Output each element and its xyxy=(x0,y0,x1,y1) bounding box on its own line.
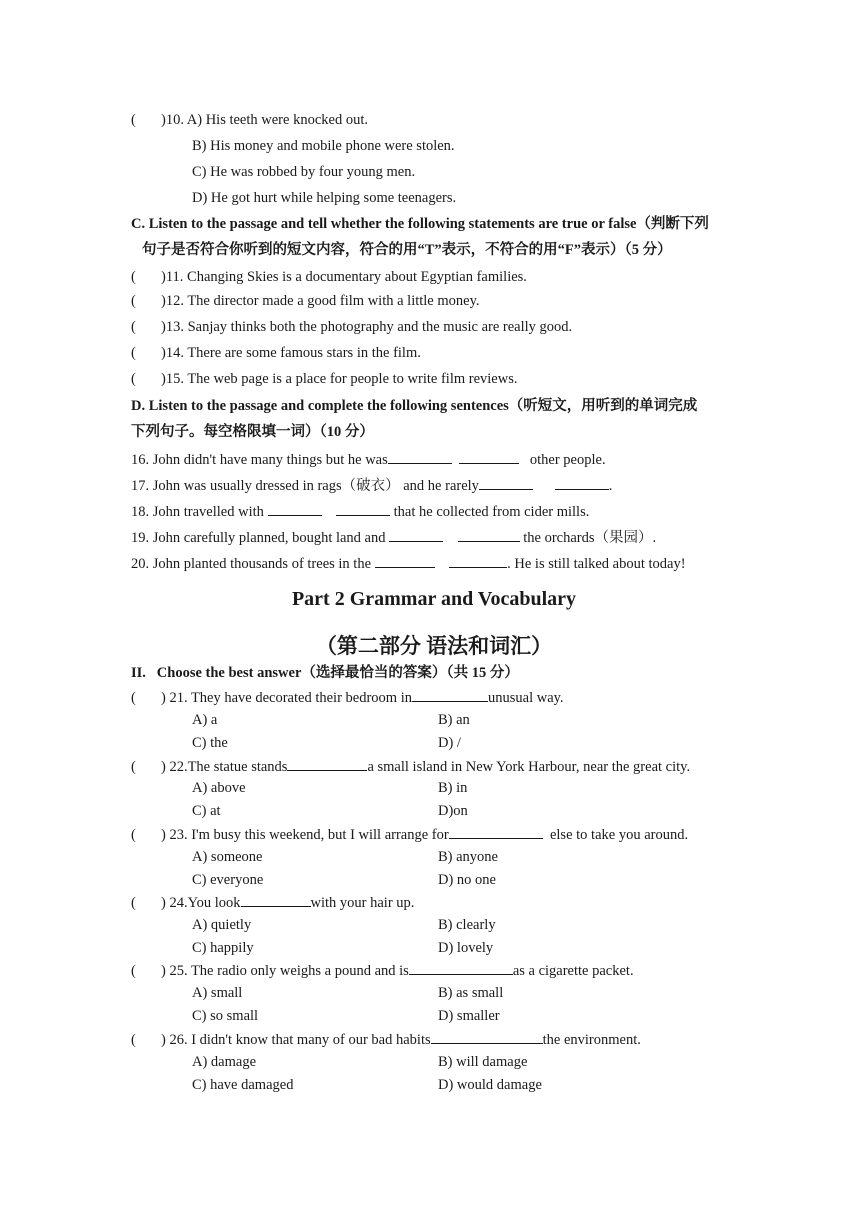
question-10: ( )10. A) His teeth were knocked out. xyxy=(131,112,368,128)
q25-option-c[interactable]: C) so small xyxy=(192,1008,259,1024)
fill-question-18: 18. John travelled with that he collected from cider mills. xyxy=(131,501,589,522)
mc-question-25: ( ) 25. The radio only weighs a pound and is as a cigarette packet. xyxy=(131,960,634,981)
answer-blank[interactable] xyxy=(458,527,520,542)
tf-question-14: ( )14. There are some famous stars in the film. xyxy=(131,345,421,361)
q26-option-d[interactable]: D) would damage xyxy=(438,1077,542,1093)
section-c-heading: C. Listen to the passage and tell whether the following statements are true or false（判断下列 xyxy=(131,216,709,232)
q22-option-c[interactable]: C) at xyxy=(192,803,221,819)
tf-question-11: ( )11. Changing Skies is a documentary about Egyptian families. xyxy=(131,269,527,285)
q21-option-b[interactable]: B) an xyxy=(438,712,470,728)
section-c-heading-cont: 句子是否符合你听到的短文内容，符合的用“T”表示，不符合的用“F”表示）（5 分） xyxy=(142,242,672,258)
q10-option-d: D) He got hurt while helping some teenagers. xyxy=(192,190,457,206)
q23-option-c[interactable]: C) everyone xyxy=(192,872,264,888)
answer-blank[interactable] xyxy=(412,687,488,702)
fill-question-19: 19. John carefully planned, bought land and the orchards（果园）. xyxy=(131,527,656,548)
answer-blank[interactable] xyxy=(459,449,519,464)
q23-option-b[interactable]: B) anyone xyxy=(438,849,498,865)
q26-option-a[interactable]: A) damage xyxy=(192,1054,257,1070)
tf-question-12: ( )12. The director made a good film with a little money. xyxy=(131,293,480,309)
answer-blank[interactable] xyxy=(389,527,443,542)
section-d-heading: D. Listen to the passage and complete the following sentences（听短文，用听到的单词完成 xyxy=(131,398,698,414)
q21-option-a[interactable]: A) a xyxy=(192,712,218,728)
q22-option-a[interactable]: A) above xyxy=(192,780,246,796)
q24-option-a[interactable]: A) quietly xyxy=(192,917,252,933)
answer-blank[interactable] xyxy=(336,501,390,516)
q24-option-d[interactable]: D) lovely xyxy=(438,940,494,956)
q25-option-a[interactable]: A) small xyxy=(192,985,243,1001)
q21-option-c[interactable]: C) the xyxy=(192,735,228,751)
answer-blank[interactable] xyxy=(375,553,435,568)
answer-blank[interactable] xyxy=(449,553,507,568)
answer-blank[interactable] xyxy=(449,824,543,839)
answer-blank[interactable] xyxy=(479,475,533,490)
answer-blank[interactable] xyxy=(241,892,311,907)
tf-question-15: ( )15. The web page is a place for people to write film reviews. xyxy=(131,371,518,387)
q25-option-d[interactable]: D) smaller xyxy=(438,1008,500,1024)
q23-option-a[interactable]: A) someone xyxy=(192,849,263,865)
answer-blank[interactable] xyxy=(388,449,452,464)
fill-question-17: 17. John was usually dressed in rags（破衣） and he rarely . xyxy=(131,475,612,496)
mc-question-24: ( ) 24.You look with your hair up. xyxy=(131,892,414,913)
q10-option-c: C) He was robbed by four young men. xyxy=(192,164,416,180)
section-ii-heading: II. Choose the best answer（选择最恰当的答案）（共 15 分） xyxy=(131,665,519,681)
mc-question-22: ( ) 22.The statue stands a small island in New York Harbour, near the great city. xyxy=(131,756,690,777)
q23-option-d[interactable]: D) no one xyxy=(438,872,496,888)
fill-question-16: 16. John didn't have many things but he was other people. xyxy=(131,449,606,470)
mc-question-23: ( ) 23. I'm busy this weekend, but I will arrange for else to take you around. xyxy=(131,824,688,845)
tf-question-13: ( )13. Sanjay thinks both the photography and the music are really good. xyxy=(131,319,573,335)
mc-question-21: ( ) 21. They have decorated their bedroom in unusual way. xyxy=(131,687,564,708)
part2-title: Part 2 Grammar and Vocabulary xyxy=(291,588,577,610)
q22-option-d[interactable]: D)on xyxy=(438,803,468,819)
part2-subtitle: （第二部分 语法和词汇） xyxy=(315,634,553,658)
q24-option-c[interactable]: C) happily xyxy=(192,940,254,956)
q24-option-b[interactable]: B) clearly xyxy=(438,917,496,933)
answer-blank[interactable] xyxy=(268,501,322,516)
q25-option-b[interactable]: B) as small xyxy=(438,985,504,1001)
q26-option-c[interactable]: C) have damaged xyxy=(192,1077,294,1093)
q21-option-d[interactable]: D) / xyxy=(438,735,461,751)
answer-blank[interactable] xyxy=(431,1029,543,1044)
mc-question-26: ( ) 26. I didn't know that many of our bad habits the environment. xyxy=(131,1029,641,1050)
q26-option-b[interactable]: B) will damage xyxy=(438,1054,528,1070)
q10-option-b: B) His money and mobile phone were stolen. xyxy=(192,138,455,154)
answer-blank[interactable] xyxy=(409,960,513,975)
section-d-heading-cont: 下列句子。每空格限填一词）（10 分） xyxy=(131,424,374,440)
answer-blank[interactable] xyxy=(555,475,609,490)
fill-question-20: 20. John planted thousands of trees in the . He is still talked about today! xyxy=(131,553,686,574)
q22-option-b[interactable]: B) in xyxy=(438,780,468,796)
answer-blank[interactable] xyxy=(287,756,367,771)
